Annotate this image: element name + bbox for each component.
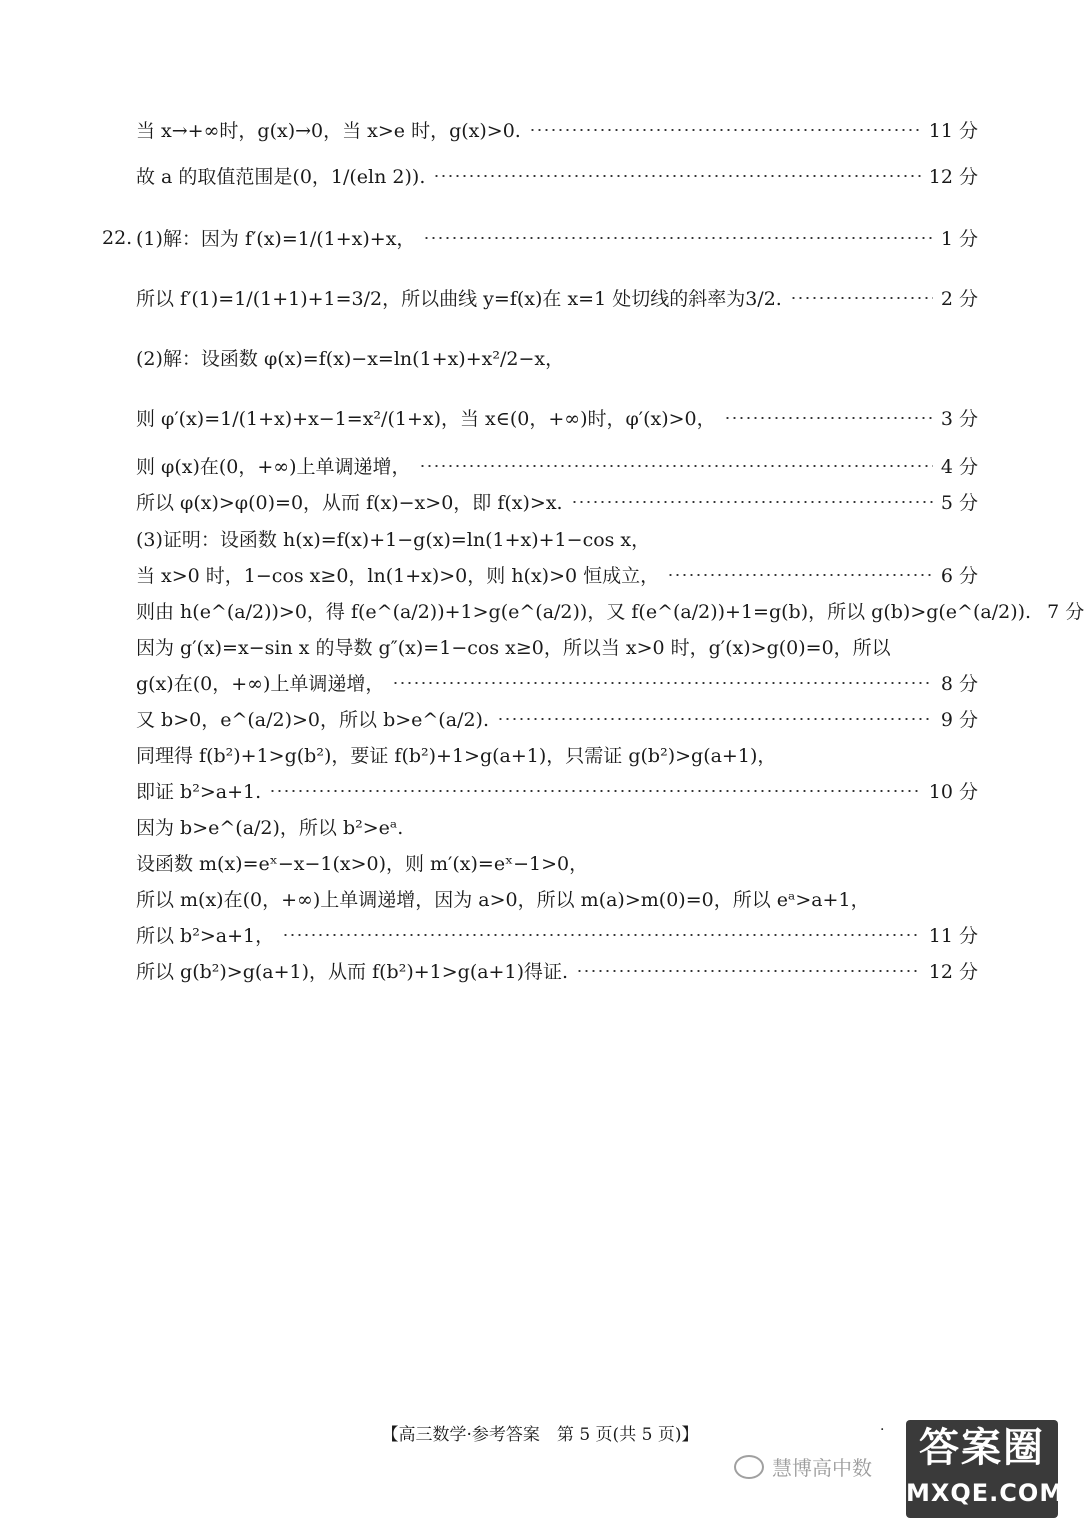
solution-line xyxy=(136,404,978,431)
solution-line xyxy=(136,525,650,552)
solution-line xyxy=(136,284,978,311)
leader-dots xyxy=(497,718,933,720)
line-text: 所以 m(x)在(0，+∞)上单调递增，因为 a>0，所以 m(a)>m(0)=0，所以 eᵃ>a+1， xyxy=(136,889,870,911)
score-label: 4 分 xyxy=(940,456,978,478)
leader-dots xyxy=(576,970,921,972)
score-label: 12 分 xyxy=(928,961,978,983)
line-text: 则 φ(x)在(0，+∞)上单调递增， xyxy=(136,456,411,478)
solution-line xyxy=(136,849,588,876)
leader-dots xyxy=(419,465,933,467)
solution-line xyxy=(136,921,978,948)
line-text: (3)证明：设函数 h(x)=f(x)+1−g(x)=ln(1+x)+1−cos x， xyxy=(136,529,651,551)
score-label: 11 分 xyxy=(928,925,978,947)
leader-dots xyxy=(529,129,921,131)
score-label: 1 分 xyxy=(940,228,978,250)
line-text: 当 x→+∞时，g(x)→0，当 x>e 时，g(x)>0. xyxy=(136,120,521,142)
score-label: 7 分 xyxy=(1047,601,1084,623)
leader-dots xyxy=(423,237,932,239)
solution-line xyxy=(136,669,978,696)
leader-dots xyxy=(571,501,933,503)
line-text: 所以 g(b²)>g(a+1)，从而 f(b²)+1>g(a+1)得证. xyxy=(136,961,569,983)
line-text: 则由 h(e^(a/2))>0，得 f(e^(a/2))+1>g(e^(a/2))，又 f(e^(a/2))+1=g(b)，所以 g(b)>g(e^(a/2)). xyxy=(136,601,1032,623)
leader-dots xyxy=(724,417,933,419)
logo-url: MXQE.COM xyxy=(906,1479,1065,1507)
line-text: 故 a 的取值范围是(0，1/(eln 2)). xyxy=(136,166,426,188)
solution-line xyxy=(136,741,776,768)
line-text: g(x)在(0，+∞)上单调递增， xyxy=(136,673,385,695)
score-label: 5 分 xyxy=(940,492,978,514)
leader-dots xyxy=(282,934,921,936)
score-label: 10 分 xyxy=(928,781,978,803)
line-text: 即证 b²>a+1. xyxy=(136,781,262,803)
solution-line xyxy=(136,116,978,143)
page-footer: 【高三数学·参考答案 第 5 页(共 5 页)】 xyxy=(381,1425,699,1445)
score-label: 9 分 xyxy=(940,709,978,731)
solution-line xyxy=(136,705,978,732)
site-logo-watermark xyxy=(906,1420,1065,1518)
line-text: 所以 f′(1)=1/(1+1)+1=3/2，所以曲线 y=f(x)在 x=1 处切线的斜率为3/2. xyxy=(136,288,782,310)
score-label: 3 分 xyxy=(940,408,978,430)
solution-line xyxy=(136,813,403,840)
logo-text: 答案圈 xyxy=(919,1425,1045,1471)
solution-line xyxy=(102,224,978,251)
solution-line xyxy=(136,633,891,660)
score-label: 11 分 xyxy=(928,120,978,142)
score-label: 8 分 xyxy=(940,673,978,695)
solution-line xyxy=(136,452,978,479)
question-number: 22. xyxy=(102,226,133,249)
line-text: 则 φ′(x)=1/(1+x)+x−1=x²/(1+x)，当 x∈(0，+∞)时，φ′(x)>0， xyxy=(136,408,716,430)
line-text: (2)解：设函数 φ(x)=f(x)−x=ln(1+x)+x²/2−x， xyxy=(136,348,565,370)
solution-line xyxy=(136,777,978,804)
solution-line xyxy=(136,885,870,912)
solution-line xyxy=(136,488,978,515)
line-text: 所以 b²>a+1， xyxy=(136,925,275,947)
solution-line xyxy=(136,957,978,984)
solution-line xyxy=(136,344,564,371)
wechat-icon xyxy=(734,1455,764,1479)
line-text: 又 b>0，e^(a/2)>0，所以 b>e^(a/2). xyxy=(136,709,489,731)
line-text: (1)解：因为 f′(x)=1/(1+x)+x， xyxy=(136,228,416,250)
leader-dots xyxy=(433,175,920,177)
line-text: 所以 φ(x)>φ(0)=0，从而 f(x)−x>0，即 f(x)>x. xyxy=(136,492,563,514)
line-text: 因为 g′(x)=x−sin x 的导数 g″(x)=1−cos x≥0，所以当 x>0 时，g′(x)>g(0)=0，所以 xyxy=(136,637,891,659)
solution-line xyxy=(136,561,978,588)
leader-dots xyxy=(269,790,921,792)
solution-line xyxy=(136,597,1084,624)
score-label: 6 分 xyxy=(940,565,978,587)
leader-dots xyxy=(392,682,932,684)
line-text: 同理得 f(b²)+1>g(b²)，要证 f(b²)+1>g(a+1)，只需证 g(b²)>g(a+1)， xyxy=(136,745,777,767)
solution-line xyxy=(136,162,978,189)
wechat-watermark xyxy=(734,1452,872,1481)
line-text: 因为 b>e^(a/2)，所以 b²>eᵃ. xyxy=(136,817,404,839)
leader-dots xyxy=(667,574,933,576)
line-text: 设函数 m(x)=eˣ−x−1(x>0)，则 m′(x)=eˣ−1>0， xyxy=(136,853,589,875)
wechat-name: 慧博高中数 xyxy=(772,1456,872,1480)
score-label: 12 分 xyxy=(928,166,978,188)
score-label: 2 分 xyxy=(940,288,978,310)
line-text: 当 x>0 时，1−cos x≥0，ln(1+x)>0，则 h(x)>0 恒成立， xyxy=(136,565,660,587)
leader-dots xyxy=(790,297,933,299)
footer-dot: · xyxy=(880,1422,885,1438)
